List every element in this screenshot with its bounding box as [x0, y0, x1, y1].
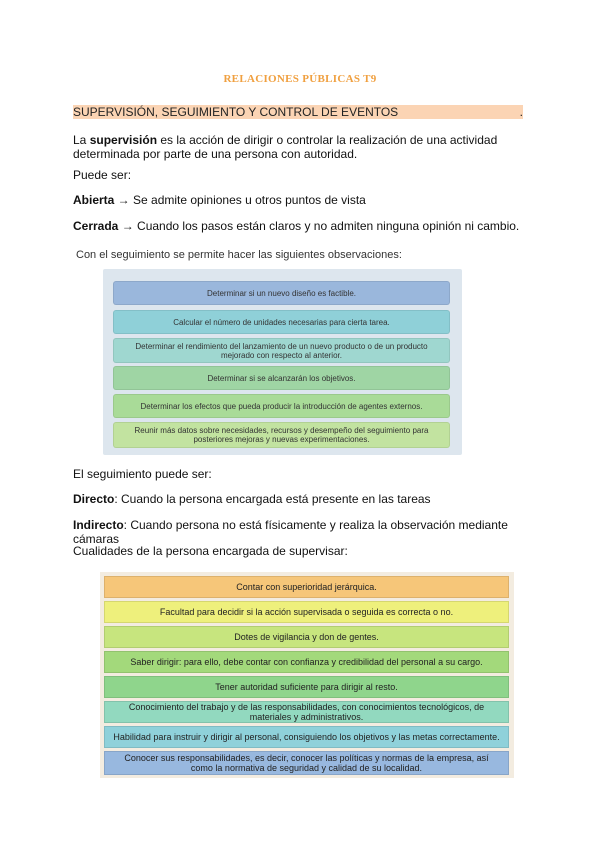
observacion-item: Reunir más datos sobre necesidades, recursos y desempeño del seguimiento para posteriores mejoras y nuevas experimentaciones. [113, 422, 450, 448]
cualidad-item: Conocer sus responsabilidades, es decir, conocer las políticas y normas de la empresa, así como la normativa de seguridad y calidad de su localidad. [104, 751, 509, 775]
section-heading-dot: . [519, 105, 523, 119]
observacion-item: Determinar si se alcanzarán los objetivos. [113, 366, 450, 390]
cualidad-item: Conocimiento del trabajo y de las responsabilidades, con conocimientos tecnológicos, de materiales y administrativos. [104, 701, 509, 723]
intro-rest: es la acción de dirigir o controlar la realización de una actividad determinada por parte de una persona con autoridad. [73, 133, 498, 161]
tipo-abierta [73, 193, 533, 207]
intro-paragraph [73, 133, 533, 161]
intro-lead: La [73, 133, 90, 147]
intro-term: supervisión [89, 133, 158, 147]
tipo-cerrada [73, 219, 533, 233]
tipo-indirecto-label: Indirecto [73, 518, 124, 532]
tipo-directo [73, 492, 533, 506]
observacion-item: Determinar si un nuevo diseño es factible. [113, 281, 450, 305]
cualidades-diagram [100, 572, 514, 778]
tipo-indirecto [73, 518, 543, 546]
observaciones-intro: Con el seguimiento se permite hacer las siguientes observaciones: [76, 249, 402, 261]
cualidad-item: Tener autoridad suficiente para dirigir al resto. [104, 676, 509, 698]
document-title: RELACIONES PÚBLICAS T9 [223, 73, 377, 85]
cualidad-item: Facultad para decidir si la acción supervisada o seguida es correcta o no. [104, 601, 509, 623]
puede-ser-label: Puede ser: [73, 168, 132, 182]
tipo-cerrada-label: Cerrada [73, 219, 119, 233]
cualidad-item: Saber dirigir: para ello, debe contar con confianza y credibilidad del personal a su cargo. [104, 651, 509, 673]
tipo-indirecto-text: : Cuando persona no está físicamente y realiza la observación mediante cámaras [73, 518, 508, 546]
tipo-directo-text: : Cuando la persona encargada está presente en las tareas [114, 492, 431, 506]
observacion-item: Determinar el rendimiento del lanzamiento de un nuevo producto o de un producto mejorado con respecto al anterior. [113, 338, 450, 363]
tipo-abierta-label: Abierta [73, 193, 115, 207]
cualidad-item: Habilidad para instruir y dirigir al personal, consiguiendo los objetivos y las metas correctamente. [104, 726, 509, 748]
observaciones-diagram [103, 269, 462, 455]
cualidad-item: Dotes de vigilancia y don de gentes. [104, 626, 509, 648]
seguimiento-puede-ser: El seguimiento puede ser: [73, 467, 212, 481]
tipo-directo-label: Directo [73, 492, 115, 506]
tipo-cerrada-text: → Cuando los pasos están claros y no admiten ninguna opinión ni cambio. [118, 219, 520, 233]
section-heading-text: SUPERVISIÓN, SEGUIMIENTO Y CONTROL DE EVENTOS [73, 105, 399, 119]
observacion-item: Calcular el número de unidades necesarias para cierta tarea. [113, 310, 450, 334]
cualidad-item: Contar con superioridad jerárquica. [104, 576, 509, 598]
tipo-abierta-text: → Se admite opiniones u otros puntos de vista [114, 193, 366, 207]
cualidades-intro: Cualidades de la persona encargada de supervisar: [73, 544, 348, 558]
section-heading [73, 105, 523, 119]
observacion-item: Determinar los efectos que pueda producir la introducción de agentes externos. [113, 394, 450, 418]
